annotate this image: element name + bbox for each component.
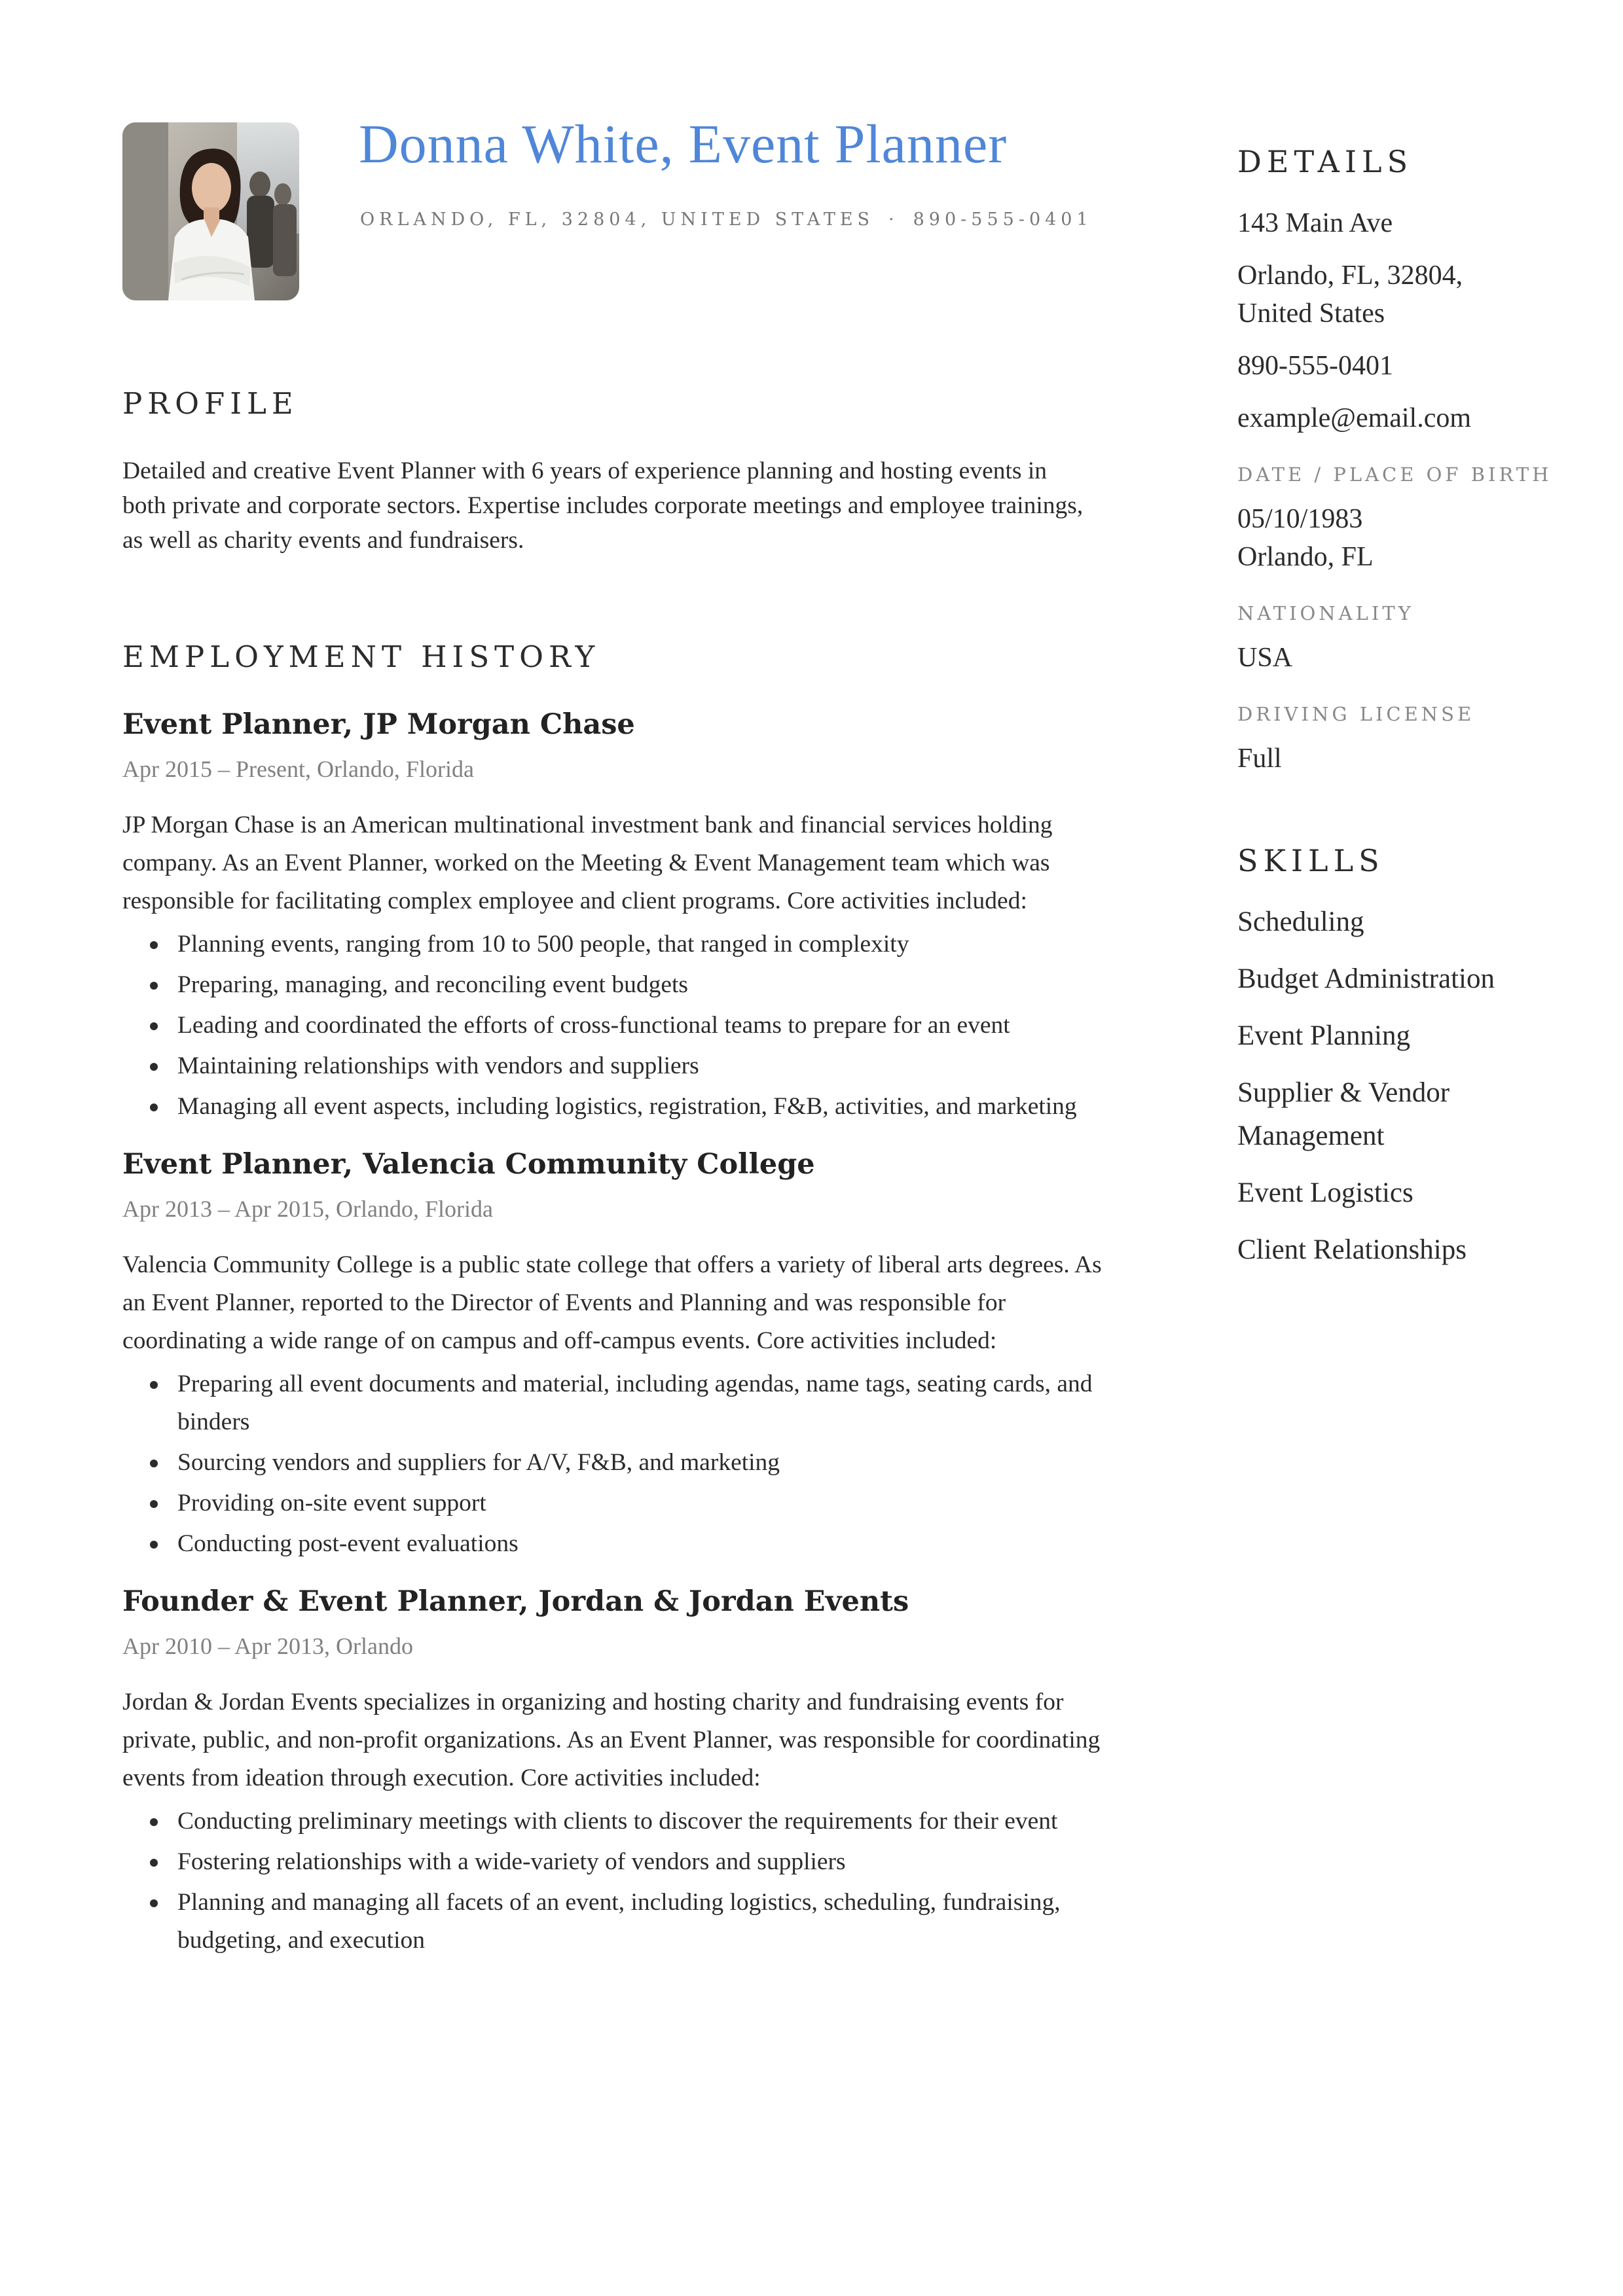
profile-photo xyxy=(122,122,299,300)
job-bullet-list xyxy=(122,925,1104,1128)
job-bullet xyxy=(177,1484,1104,1525)
job-description: Valencia Community College is a public state college that offers a variety of liberal arts degrees. As an Event Planner, reported to the Director of Events and Planning and was responsible for coordinating a wide range of on campus and off-campus events. Core activities included: xyxy=(122,1251,1102,1354)
skills-heading: SKILLS xyxy=(1237,843,1385,878)
job-title: Event Planner, Valencia Community College xyxy=(122,1148,815,1181)
skill-item: Scheduling xyxy=(1237,906,1364,937)
profile-text: Detailed and creative Event Planner with 6 years of experience planning and hosting events in both private and corporate sectors. Expertise includes corporate meetings and employee trainings, as well as charity events and fundraisers. xyxy=(122,457,1084,554)
job-bullet-text: Planning and managing all facets of an event, including logistics, scheduling, fundraising, budgeting, and execution xyxy=(177,1889,1061,1954)
bullet-icon xyxy=(150,1381,158,1389)
job-description: JP Morgan Chase is an American multinational investment bank and financial services holding company. As an Event Planner, worked on the Meeting & Event Management team which was responsible for facilitating complex employee and client programs. Core activities included: xyxy=(122,812,1053,914)
skill-item: Event Planning xyxy=(1237,1020,1410,1051)
details-street: 143 Main Ave xyxy=(1237,208,1393,238)
license-label: DRIVING LICENSE xyxy=(1237,703,1475,725)
job-bullet xyxy=(177,1525,1104,1566)
details-heading: DETAILS xyxy=(1237,144,1413,179)
bullet-icon xyxy=(150,982,158,990)
bullet-icon xyxy=(150,1541,158,1549)
job-bullet-text: Preparing all event documents and material, including agendas, name tags, seating cards, and binders xyxy=(177,1371,1093,1435)
job-bullet-list xyxy=(122,1803,1104,1962)
job-bullet xyxy=(177,1088,1104,1128)
job-entry xyxy=(122,1585,1104,1962)
nationality-value: USA xyxy=(1237,643,1293,673)
details-email: example@email.com xyxy=(1237,403,1472,433)
job-bullet xyxy=(177,1007,1104,1047)
job-bullet xyxy=(177,1803,1104,1843)
details-city-line-1: Orlando, FL, 32804, xyxy=(1237,260,1463,291)
bullet-icon xyxy=(150,1859,158,1867)
job-bullet-text: Sourcing vendors and suppliers for A/V, F&B, and marketing xyxy=(177,1449,780,1476)
job-bullet xyxy=(177,925,1104,966)
resume-name-title: Donna White, Event Planner xyxy=(359,114,1008,175)
skill-item: Supplier & Vendor Management xyxy=(1237,1077,1450,1151)
job-bullet-text: Providing on-site event support xyxy=(177,1490,486,1516)
details-city-line-2: United States xyxy=(1237,298,1385,329)
header-phone: 890-555-0401 xyxy=(913,209,1093,230)
job-bullet xyxy=(177,1047,1104,1088)
bullet-icon xyxy=(150,941,158,949)
details-phone: 890-555-0401 xyxy=(1237,351,1393,381)
job-bullet-text: Preparing, managing, and reconciling event budgets xyxy=(177,971,688,998)
job-bullet-text: Planning events, ranging from 10 to 500 people, that ranged in complexity xyxy=(177,931,909,958)
bullet-icon xyxy=(150,1500,158,1508)
job-bullet xyxy=(177,1884,1104,1962)
job-bullet-text: Fostering relationships with a wide-variety of vendors and suppliers xyxy=(177,1848,846,1875)
job-bullet xyxy=(177,1365,1104,1444)
details-sidebar xyxy=(1237,144,1565,1272)
job-title: Event Planner, JP Morgan Chase xyxy=(122,708,635,741)
job-dates: Apr 2010 – Apr 2013, Orlando xyxy=(122,1633,413,1659)
job-entry xyxy=(122,708,1104,1128)
job-bullet-text: Leading and coordinated the efforts of cross-functional teams to prepare for an event xyxy=(177,1012,1010,1039)
job-title: Founder & Event Planner, Jordan & Jordan Events xyxy=(122,1585,909,1618)
header-contact-line xyxy=(360,209,1093,230)
birth-label: DATE / PLACE OF BIRTH xyxy=(1237,463,1552,486)
job-entry xyxy=(122,1148,1104,1566)
skill-item: Event Logistics xyxy=(1237,1177,1413,1208)
bullet-icon xyxy=(150,1103,158,1111)
bullet-icon xyxy=(150,1818,158,1826)
skill-item: Client Relationships xyxy=(1237,1234,1467,1265)
profile-heading: PROFILE xyxy=(122,386,299,421)
job-bullet-text: Maintaining relationships with vendors and suppliers xyxy=(177,1052,699,1079)
bullet-icon xyxy=(150,1063,158,1071)
job-description: Jordan & Jordan Events specializes in organizing and hosting charity and fundraising events for private, public, and non-profit organizations. As an Event Planner, was responsible for coordinating events from ideation through execution. Core activities included: xyxy=(122,1689,1101,1791)
job-bullet-list xyxy=(122,1365,1104,1566)
job-bullet xyxy=(177,966,1104,1007)
skill-item: Budget Administration xyxy=(1237,963,1495,994)
profile-photo-image xyxy=(122,122,299,300)
bullet-icon xyxy=(150,1899,158,1907)
bullet-icon xyxy=(150,1022,158,1030)
birth-date: 05/10/1983 xyxy=(1237,504,1363,534)
job-bullet xyxy=(177,1843,1104,1884)
job-bullet-text: Managing all event aspects, including logistics, registration, F&B, activities, and marketing xyxy=(177,1093,1077,1120)
bullet-icon xyxy=(150,1460,158,1467)
job-bullet-text: Conducting post-event evaluations xyxy=(177,1530,519,1557)
nationality-label: NATIONALITY xyxy=(1237,602,1414,624)
job-dates: Apr 2015 – Present, Orlando, Florida xyxy=(122,756,474,782)
job-bullet-text: Conducting preliminary meetings with clients to discover the requirements for their event xyxy=(177,1808,1058,1835)
job-bullet xyxy=(177,1444,1104,1484)
main-column xyxy=(122,386,1104,1962)
job-dates: Apr 2013 – Apr 2015, Orlando, Florida xyxy=(122,1196,493,1222)
birth-place: Orlando, FL xyxy=(1237,542,1374,572)
header-separator: · xyxy=(888,209,899,230)
license-value: Full xyxy=(1237,744,1282,774)
employment-heading: EMPLOYMENT HISTORY xyxy=(122,639,600,674)
header-address: ORLANDO, FL, 32804, UNITED STATES xyxy=(360,209,875,230)
